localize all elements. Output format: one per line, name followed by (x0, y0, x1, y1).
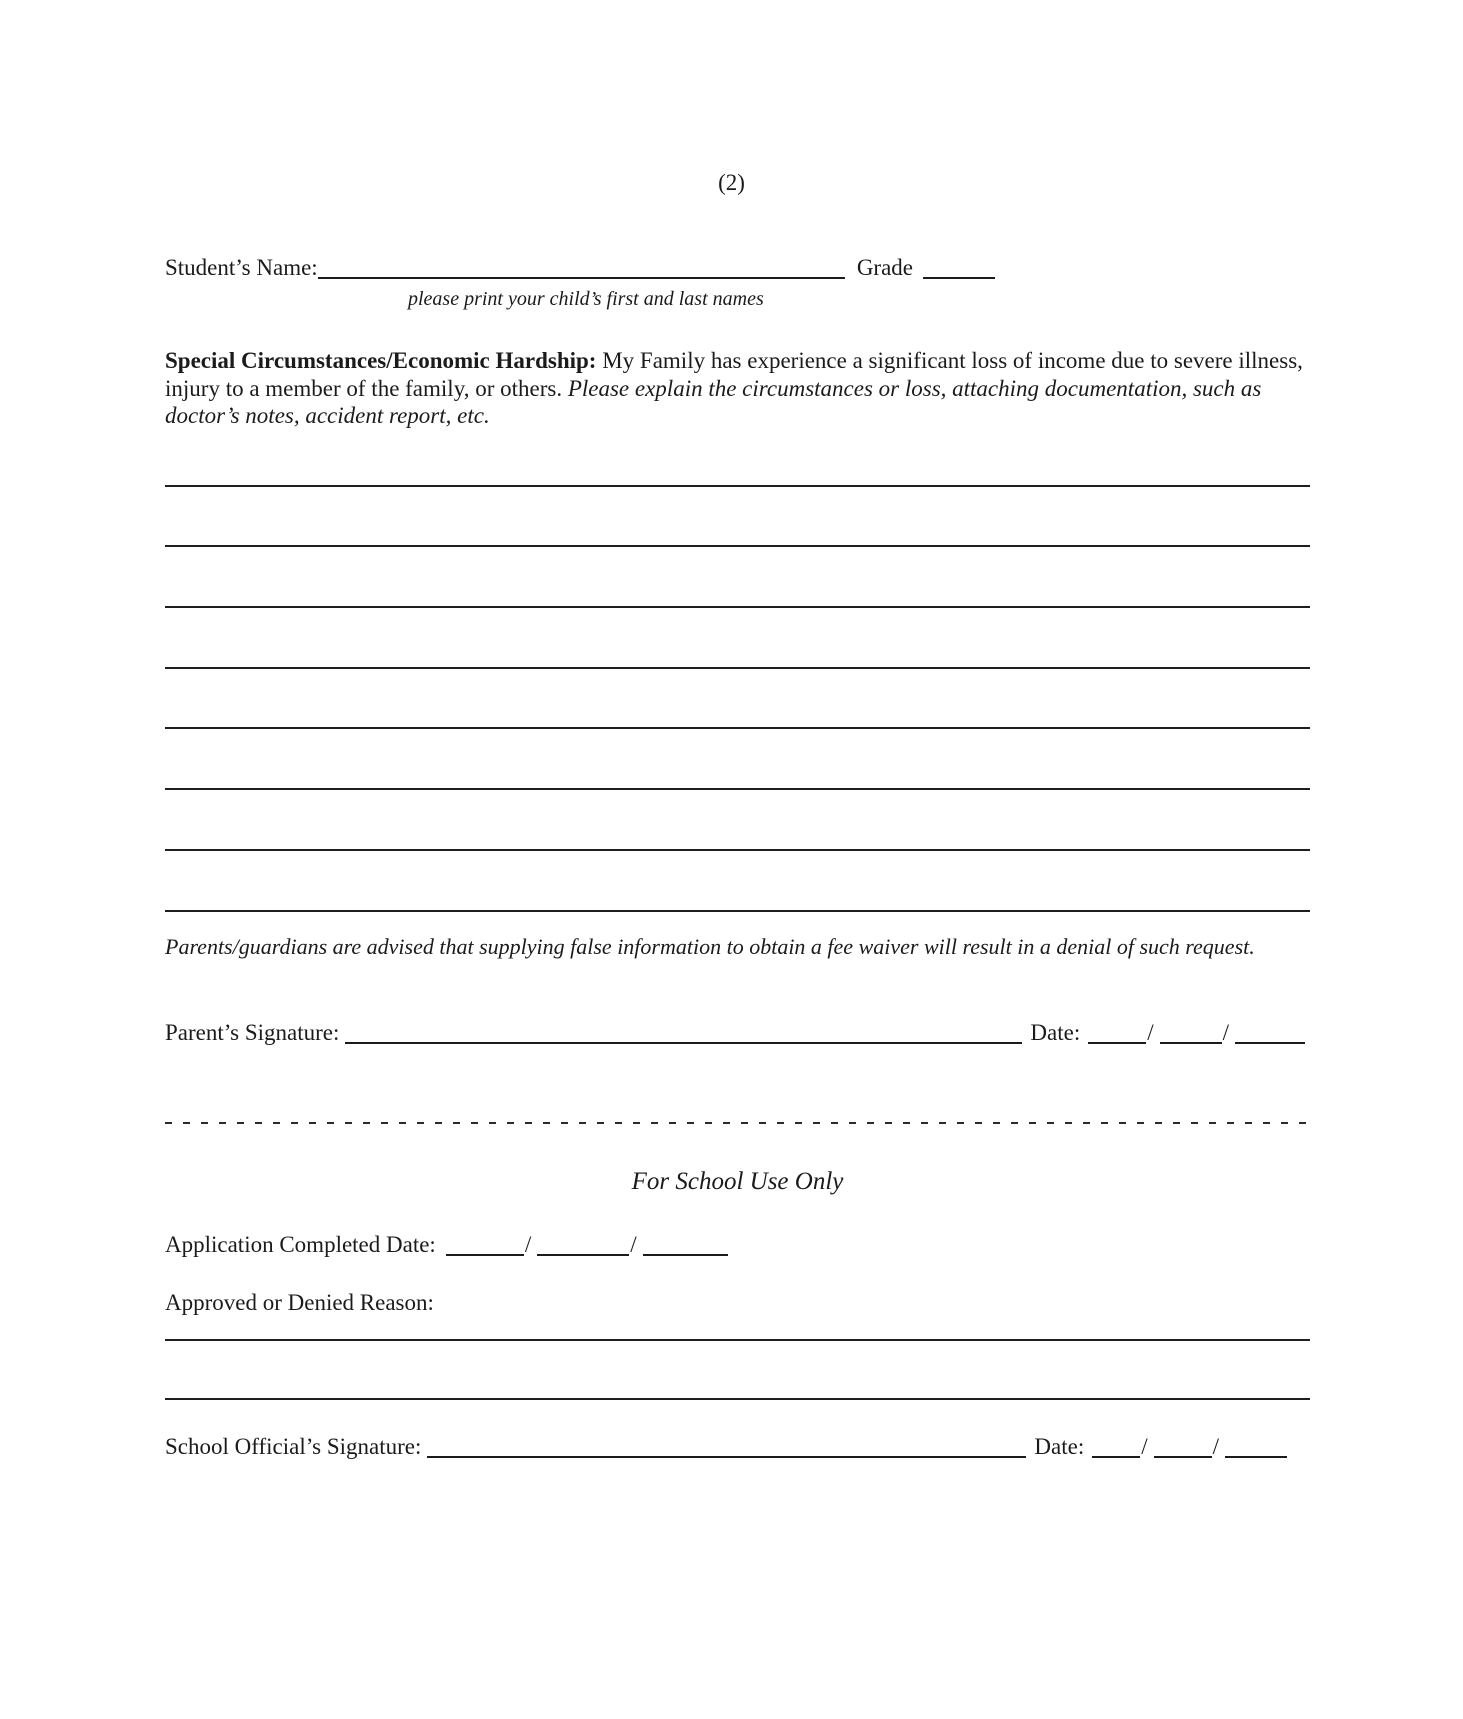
parent-signature-field[interactable] (345, 1042, 1022, 1044)
application-date-day-field[interactable] (537, 1254, 629, 1256)
official-signature-label: School Official’s Signature: (165, 1434, 422, 1459)
student-name-caption: please print your child’s first and last names (408, 288, 764, 310)
student-name-field[interactable] (318, 277, 845, 279)
date-slash: / (524, 1232, 532, 1257)
dashed-separator (165, 1122, 1308, 1124)
official-date-label: Date: (1034, 1434, 1085, 1459)
date-slash: / (630, 1232, 637, 1257)
write-line[interactable] (165, 729, 1310, 790)
parent-date-year-field[interactable] (1235, 1042, 1305, 1044)
school-use-heading: For School Use Only (631, 1168, 844, 1195)
official-date-month-field[interactable] (1092, 1456, 1140, 1458)
hardship-instructions: Please explain the circumstances or loss, attaching documentation, such as doctor’s notes, accident report, etc. (165, 375, 1262, 428)
official-date-day-field[interactable] (1154, 1456, 1212, 1458)
official-signature-field[interactable] (427, 1456, 1026, 1458)
application-date-year-field[interactable] (643, 1254, 728, 1256)
write-line[interactable] (165, 547, 1310, 608)
false-information-advisory: Parents/guardians are advised that supplying false information to obtain a fee waiver will result in a denial of such request. (165, 934, 1255, 959)
approved-denied-reason-label: Approved or Denied Reason: (165, 1290, 434, 1315)
write-line[interactable] (165, 669, 1310, 730)
application-date-label: Application Completed Date: (165, 1232, 436, 1257)
official-signature-row (165, 1433, 1287, 1461)
date-slash: / (1141, 1434, 1148, 1459)
write-line[interactable] (165, 790, 1310, 851)
date-slash: / (1212, 1434, 1219, 1459)
hardship-write-lines (165, 426, 1310, 912)
grade-label: Grade (856, 255, 913, 280)
hardship-paragraph (165, 347, 1317, 430)
application-date-row (165, 1231, 728, 1259)
reason-write-line[interactable] (165, 1398, 1310, 1400)
page-number: (2) (718, 170, 745, 195)
write-line[interactable] (165, 426, 1310, 487)
parent-signature-row (165, 1019, 1305, 1047)
student-name-row (165, 254, 995, 282)
student-name-label: Student’s Name: (165, 255, 318, 280)
write-line[interactable] (165, 608, 1310, 669)
application-date-month-field[interactable] (446, 1254, 524, 1256)
official-date-year-field[interactable] (1225, 1456, 1287, 1458)
reason-write-line[interactable] (165, 1339, 1310, 1341)
grade-field[interactable] (923, 277, 995, 279)
parent-signature-label: Parent’s Signature: (165, 1020, 340, 1045)
hardship-body-text: My Family has experience a significant loss of income due to severe illness, injury to a member of the family, or others. (165, 348, 1303, 401)
parent-date-label: Date: (1030, 1020, 1081, 1045)
hardship-heading: Special Circumstances/Economic Hardship: (165, 348, 597, 373)
write-line[interactable] (165, 487, 1310, 548)
date-slash: / (1222, 1020, 1229, 1045)
parent-date-day-field[interactable] (1160, 1042, 1222, 1044)
date-slash: / (1147, 1020, 1154, 1045)
parent-date-month-field[interactable] (1088, 1042, 1146, 1044)
write-line[interactable] (165, 851, 1310, 912)
